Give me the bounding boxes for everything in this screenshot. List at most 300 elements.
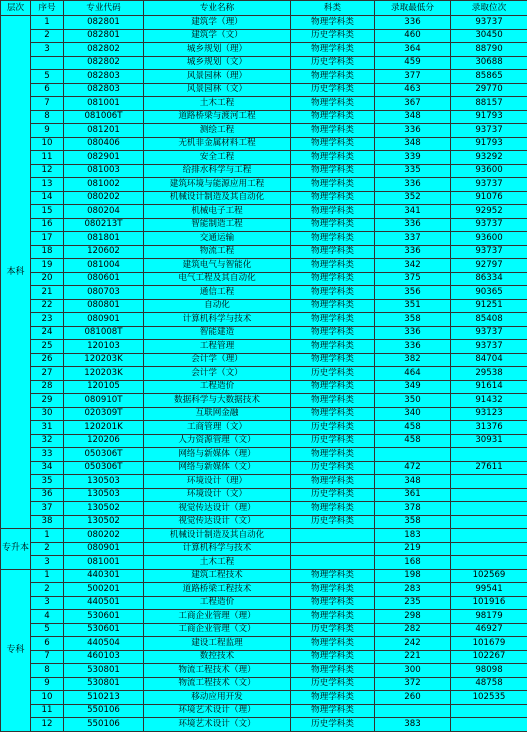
seq-cell: 26 — [31, 353, 64, 367]
header-major-code: 专业代码 — [64, 1, 144, 16]
table-row — [1, 205, 527, 219]
subject-category-cell: 历史学科类 — [291, 421, 375, 435]
major-code-cell: 080202 — [64, 529, 144, 543]
subject-category-cell: 历史学科类 — [291, 488, 375, 502]
major-name-cell: 建筑电气与智能化 — [144, 259, 291, 273]
seq-cell: 2 — [31, 583, 64, 597]
table-row — [1, 637, 527, 651]
min-score-cell: 219 — [375, 542, 451, 556]
major-name-cell: 环境艺术设计（理） — [144, 704, 291, 718]
min-rank-cell: 102569 — [451, 569, 527, 583]
table-row — [1, 110, 527, 124]
subject-category-cell — [291, 529, 375, 543]
major-name-cell: 安全工程 — [144, 151, 291, 165]
seq-cell: 7 — [31, 97, 64, 111]
min-rank-cell — [451, 718, 527, 732]
major-code-cell: 120203K — [64, 353, 144, 367]
table-row — [1, 569, 527, 583]
min-rank-cell: 93737 — [451, 218, 527, 232]
level-cell: 本科 — [1, 16, 31, 529]
min-score-cell: 336 — [375, 178, 451, 192]
major-name-cell: 数控技术 — [144, 650, 291, 664]
table-row — [1, 502, 527, 516]
major-code-cell: 082802 — [64, 56, 144, 70]
seq-cell: 8 — [31, 110, 64, 124]
major-name-cell: 互联网金融 — [144, 407, 291, 421]
seq-cell: 35 — [31, 475, 64, 489]
major-name-cell: 建筑环境与能源应用工程 — [144, 178, 291, 192]
min-score-cell — [375, 448, 451, 462]
min-rank-cell — [451, 448, 527, 462]
subject-category-cell: 物理学科类 — [291, 137, 375, 151]
major-code-cell: 120203K — [64, 367, 144, 381]
table-row — [1, 124, 527, 138]
table-row — [1, 367, 527, 381]
table-row — [1, 421, 527, 435]
major-name-cell: 环境设计（文） — [144, 488, 291, 502]
major-name-cell: 会计学（理） — [144, 353, 291, 367]
major-code-cell: 550106 — [64, 718, 144, 732]
table-row — [1, 97, 527, 111]
subject-category-cell — [291, 542, 375, 556]
min-score-cell: 242 — [375, 637, 451, 651]
major-name-cell: 机械电子工程 — [144, 205, 291, 219]
table-row — [1, 448, 527, 462]
major-code-cell: 440501 — [64, 596, 144, 610]
major-name-cell: 土木工程 — [144, 97, 291, 111]
table-row — [1, 137, 527, 151]
major-code-cell: 120103 — [64, 340, 144, 354]
major-name-cell: 建筑学（理） — [144, 16, 291, 30]
seq-cell: 36 — [31, 488, 64, 502]
major-name-cell: 建筑学（文） — [144, 29, 291, 43]
min-rank-cell — [451, 542, 527, 556]
seq-cell: 3 — [31, 43, 64, 57]
min-rank-cell: 84704 — [451, 353, 527, 367]
seq-cell: 28 — [31, 380, 64, 394]
table-body — [1, 16, 527, 732]
seq-cell: 11 — [31, 704, 64, 718]
major-code-cell: 530601 — [64, 623, 144, 637]
seq-cell: 1 — [31, 529, 64, 543]
seq-cell: 21 — [31, 286, 64, 300]
major-code-cell: 082802 — [64, 43, 144, 57]
header-min-rank: 录取位次 — [451, 1, 527, 16]
min-score-cell: 348 — [375, 137, 451, 151]
major-code-cell: 081201 — [64, 124, 144, 138]
table-row — [1, 677, 527, 691]
level-cell: 专升本 — [1, 529, 31, 570]
subject-category-cell: 历史学科类 — [291, 434, 375, 448]
major-name-cell: 自动化 — [144, 299, 291, 313]
major-code-cell: 050306T — [64, 461, 144, 475]
major-code-cell: 130502 — [64, 515, 144, 529]
table-row — [1, 583, 527, 597]
subject-category-cell: 物理学科类 — [291, 43, 375, 57]
subject-category-cell: 物理学科类 — [291, 407, 375, 421]
major-name-cell: 工程造价 — [144, 596, 291, 610]
min-score-cell: 168 — [375, 556, 451, 570]
table-row — [1, 596, 527, 610]
subject-category-cell: 历史学科类 — [291, 29, 375, 43]
major-code-cell: 120602 — [64, 245, 144, 259]
seq-cell — [31, 56, 64, 70]
subject-category-cell: 历史学科类 — [291, 515, 375, 529]
min-score-cell: 458 — [375, 434, 451, 448]
subject-category-cell: 物理学科类 — [291, 340, 375, 354]
seq-cell: 31 — [31, 421, 64, 435]
min-score-cell: 341 — [375, 205, 451, 219]
seq-cell: 24 — [31, 326, 64, 340]
min-score-cell: 336 — [375, 326, 451, 340]
table-row — [1, 610, 527, 624]
min-rank-cell: 102535 — [451, 691, 527, 705]
min-rank-cell: 91251 — [451, 299, 527, 313]
header-major-name: 专业名称 — [144, 1, 291, 16]
subject-category-cell: 物理学科类 — [291, 164, 375, 178]
min-score-cell: 464 — [375, 367, 451, 381]
seq-cell: 20 — [31, 272, 64, 286]
subject-category-cell: 历史学科类 — [291, 677, 375, 691]
seq-cell: 27 — [31, 367, 64, 381]
seq-cell: 16 — [31, 218, 64, 232]
min-score-cell: 336 — [375, 340, 451, 354]
min-rank-cell — [451, 529, 527, 543]
min-score-cell: 198 — [375, 569, 451, 583]
min-rank-cell: 90365 — [451, 286, 527, 300]
major-name-cell: 测绘工程 — [144, 124, 291, 138]
min-score-cell: 336 — [375, 124, 451, 138]
table-row — [1, 623, 527, 637]
subject-category-cell: 物理学科类 — [291, 691, 375, 705]
major-code-cell: 550106 — [64, 704, 144, 718]
major-code-cell: 081801 — [64, 232, 144, 246]
min-score-cell: 350 — [375, 394, 451, 408]
table-row — [1, 407, 527, 421]
subject-category-cell: 历史学科类 — [291, 718, 375, 732]
major-code-cell: 082801 — [64, 29, 144, 43]
seq-cell: 8 — [31, 664, 64, 678]
major-name-cell: 电气工程及其自动化 — [144, 272, 291, 286]
min-rank-cell: 92797 — [451, 259, 527, 273]
min-score-cell: 337 — [375, 232, 451, 246]
major-code-cell: 120206 — [64, 434, 144, 448]
min-rank-cell: 29770 — [451, 83, 527, 97]
subject-category-cell: 物理学科类 — [291, 583, 375, 597]
table-row — [1, 718, 527, 732]
seq-cell: 17 — [31, 232, 64, 246]
subject-category-cell: 物理学科类 — [291, 448, 375, 462]
subject-category-cell: 物理学科类 — [291, 272, 375, 286]
header-seq: 序号 — [31, 1, 64, 16]
major-name-cell: 建筑工程技术 — [144, 569, 291, 583]
subject-category-cell: 物理学科类 — [291, 110, 375, 124]
min-score-cell: 361 — [375, 488, 451, 502]
min-score-cell: 372 — [375, 677, 451, 691]
major-name-cell: 网络与新媒体（理） — [144, 448, 291, 462]
major-code-cell: 500201 — [64, 583, 144, 597]
subject-category-cell: 物理学科类 — [291, 353, 375, 367]
min-rank-cell — [451, 556, 527, 570]
header-subject-category: 科类 — [291, 1, 375, 16]
subject-category-cell: 物理学科类 — [291, 704, 375, 718]
major-code-cell: 080213T — [64, 218, 144, 232]
table-row — [1, 515, 527, 529]
major-name-cell: 通信工程 — [144, 286, 291, 300]
header-row — [1, 1, 527, 16]
min-rank-cell: 86334 — [451, 272, 527, 286]
subject-category-cell: 物理学科类 — [291, 664, 375, 678]
min-rank-cell: 93123 — [451, 407, 527, 421]
seq-cell: 10 — [31, 137, 64, 151]
table-row — [1, 313, 527, 327]
seq-cell: 12 — [31, 164, 64, 178]
min-rank-cell: 27611 — [451, 461, 527, 475]
table-row — [1, 475, 527, 489]
major-code-cell: 080204 — [64, 205, 144, 219]
subject-category-cell — [291, 556, 375, 570]
major-name-cell: 人力资源管理（文） — [144, 434, 291, 448]
subject-category-cell: 物理学科类 — [291, 151, 375, 165]
min-rank-cell: 30931 — [451, 434, 527, 448]
major-code-cell: 081003 — [64, 164, 144, 178]
seq-cell: 12 — [31, 718, 64, 732]
major-name-cell: 物流工程技术（理） — [144, 664, 291, 678]
subject-category-cell: 物理学科类 — [291, 380, 375, 394]
table-row — [1, 83, 527, 97]
min-rank-cell: 92952 — [451, 205, 527, 219]
table-row — [1, 286, 527, 300]
min-rank-cell: 99541 — [451, 583, 527, 597]
major-code-cell: 080601 — [64, 272, 144, 286]
seq-cell: 23 — [31, 313, 64, 327]
table-row — [1, 353, 527, 367]
seq-cell: 2 — [31, 29, 64, 43]
major-name-cell: 给排水科学与工程 — [144, 164, 291, 178]
major-code-cell: 530601 — [64, 610, 144, 624]
table-row — [1, 691, 527, 705]
major-code-cell: 082803 — [64, 70, 144, 84]
major-code-cell: 530801 — [64, 677, 144, 691]
major-name-cell: 工商管理（文） — [144, 421, 291, 435]
table-row — [1, 259, 527, 273]
table-row — [1, 70, 527, 84]
min-score-cell: 358 — [375, 313, 451, 327]
major-name-cell: 环境设计（理） — [144, 475, 291, 489]
major-code-cell: 130502 — [64, 502, 144, 516]
seq-cell: 9 — [31, 124, 64, 138]
seq-cell: 6 — [31, 637, 64, 651]
subject-category-cell: 物理学科类 — [291, 205, 375, 219]
min-score-cell: 460 — [375, 29, 451, 43]
min-rank-cell — [451, 488, 527, 502]
seq-cell: 34 — [31, 461, 64, 475]
seq-cell: 2 — [31, 542, 64, 556]
subject-category-cell: 物理学科类 — [291, 326, 375, 340]
min-rank-cell: 93737 — [451, 124, 527, 138]
major-code-cell: 080703 — [64, 286, 144, 300]
seq-cell: 7 — [31, 650, 64, 664]
table-row — [1, 299, 527, 313]
min-rank-cell: 91432 — [451, 394, 527, 408]
subject-category-cell: 物理学科类 — [291, 650, 375, 664]
major-name-cell: 道路桥梁工程技术 — [144, 583, 291, 597]
seq-cell: 4 — [31, 610, 64, 624]
major-name-cell: 机械设计制造及其自动化 — [144, 191, 291, 205]
seq-cell: 11 — [31, 151, 64, 165]
table-row — [1, 664, 527, 678]
major-code-cell: 082901 — [64, 151, 144, 165]
major-name-cell: 工程造价 — [144, 380, 291, 394]
major-name-cell: 机械设计制造及其自动化 — [144, 529, 291, 543]
min-rank-cell: 30450 — [451, 29, 527, 43]
major-code-cell: 081001 — [64, 556, 144, 570]
major-name-cell: 交通运输 — [144, 232, 291, 246]
seq-cell: 9 — [31, 677, 64, 691]
subject-category-cell: 历史学科类 — [291, 83, 375, 97]
min-score-cell: 349 — [375, 380, 451, 394]
header-level: 层次 — [1, 1, 31, 16]
min-rank-cell: 48758 — [451, 677, 527, 691]
major-name-cell: 物流工程 — [144, 245, 291, 259]
min-score-cell: 336 — [375, 218, 451, 232]
seq-cell: 5 — [31, 623, 64, 637]
table-row — [1, 16, 527, 30]
major-name-cell: 视觉传达设计（理） — [144, 502, 291, 516]
subject-category-cell: 物理学科类 — [291, 191, 375, 205]
min-rank-cell — [451, 475, 527, 489]
seq-cell: 29 — [31, 394, 64, 408]
seq-cell: 22 — [31, 299, 64, 313]
major-name-cell: 移动应用开发 — [144, 691, 291, 705]
min-rank-cell: 29538 — [451, 367, 527, 381]
min-score-cell: 339 — [375, 151, 451, 165]
table-row — [1, 434, 527, 448]
seq-cell: 30 — [31, 407, 64, 421]
major-name-cell: 环境艺术设计（文） — [144, 718, 291, 732]
major-name-cell: 工程管理 — [144, 340, 291, 354]
subject-category-cell: 物理学科类 — [291, 16, 375, 30]
major-name-cell: 物流工程技术（文） — [144, 677, 291, 691]
min-rank-cell: 93737 — [451, 245, 527, 259]
seq-cell: 33 — [31, 448, 64, 462]
subject-category-cell: 物理学科类 — [291, 218, 375, 232]
table-row — [1, 272, 527, 286]
min-rank-cell: 93292 — [451, 151, 527, 165]
table-row — [1, 164, 527, 178]
major-name-cell: 会计学（文） — [144, 367, 291, 381]
subject-category-cell: 物理学科类 — [291, 313, 375, 327]
min-rank-cell: 101679 — [451, 637, 527, 651]
seq-cell: 37 — [31, 502, 64, 516]
min-rank-cell — [451, 502, 527, 516]
seq-cell: 15 — [31, 205, 64, 219]
subject-category-cell: 物理学科类 — [291, 569, 375, 583]
header-min-score: 录取最低分 — [375, 1, 451, 16]
min-score-cell: 348 — [375, 475, 451, 489]
major-code-cell: 081002 — [64, 178, 144, 192]
table-row — [1, 56, 527, 70]
min-score-cell: 356 — [375, 286, 451, 300]
major-code-cell: 120201K — [64, 421, 144, 435]
major-code-cell: 080801 — [64, 299, 144, 313]
min-score-cell: 375 — [375, 272, 451, 286]
min-rank-cell: 93600 — [451, 232, 527, 246]
min-rank-cell: 91793 — [451, 110, 527, 124]
seq-cell: 3 — [31, 556, 64, 570]
subject-category-cell: 物理学科类 — [291, 475, 375, 489]
min-rank-cell: 93737 — [451, 16, 527, 30]
min-score-cell: 336 — [375, 16, 451, 30]
min-score-cell: 352 — [375, 191, 451, 205]
major-name-cell: 工商企业管理（文） — [144, 623, 291, 637]
table-row — [1, 488, 527, 502]
min-score-cell: 300 — [375, 664, 451, 678]
min-score-cell: 472 — [375, 461, 451, 475]
table-row — [1, 650, 527, 664]
major-code-cell: 440301 — [64, 569, 144, 583]
major-code-cell: 080202 — [64, 191, 144, 205]
subject-category-cell: 历史学科类 — [291, 623, 375, 637]
seq-cell: 14 — [31, 191, 64, 205]
major-name-cell: 城乡规划（文） — [144, 56, 291, 70]
table-row — [1, 704, 527, 718]
major-code-cell: 120105 — [64, 380, 144, 394]
min-score-cell: 364 — [375, 43, 451, 57]
table-row — [1, 340, 527, 354]
major-code-cell: 081008T — [64, 326, 144, 340]
min-score-cell: 358 — [375, 515, 451, 529]
min-score-cell: 383 — [375, 718, 451, 732]
min-rank-cell: 102267 — [451, 650, 527, 664]
min-rank-cell — [451, 704, 527, 718]
min-score-cell: 382 — [375, 353, 451, 367]
table-row — [1, 245, 527, 259]
major-code-cell: 082801 — [64, 16, 144, 30]
min-score-cell: 459 — [375, 56, 451, 70]
min-rank-cell: 91793 — [451, 137, 527, 151]
table-row — [1, 542, 527, 556]
major-code-cell: 080406 — [64, 137, 144, 151]
subject-category-cell: 物理学科类 — [291, 502, 375, 516]
min-rank-cell: 91614 — [451, 380, 527, 394]
min-score-cell: 235 — [375, 596, 451, 610]
major-name-cell: 建设工程监理 — [144, 637, 291, 651]
seq-cell: 3 — [31, 596, 64, 610]
min-score-cell: 351 — [375, 299, 451, 313]
min-score-cell: 340 — [375, 407, 451, 421]
major-code-cell: 080910T — [64, 394, 144, 408]
major-name-cell: 智能制造工程 — [144, 218, 291, 232]
min-rank-cell: 31376 — [451, 421, 527, 435]
seq-cell: 18 — [31, 245, 64, 259]
major-name-cell: 智能建造 — [144, 326, 291, 340]
subject-category-cell: 物理学科类 — [291, 596, 375, 610]
major-code-cell: 081006T — [64, 110, 144, 124]
subject-category-cell: 物理学科类 — [291, 610, 375, 624]
subject-category-cell: 物理学科类 — [291, 245, 375, 259]
subject-category-cell: 物理学科类 — [291, 394, 375, 408]
major-code-cell: 081004 — [64, 259, 144, 273]
min-rank-cell: 98098 — [451, 664, 527, 678]
seq-cell: 1 — [31, 569, 64, 583]
major-code-cell: 081001 — [64, 97, 144, 111]
table-row — [1, 380, 527, 394]
table-row — [1, 178, 527, 192]
min-rank-cell: 88790 — [451, 43, 527, 57]
min-rank-cell: 30688 — [451, 56, 527, 70]
major-name-cell: 视觉传达设计（文） — [144, 515, 291, 529]
